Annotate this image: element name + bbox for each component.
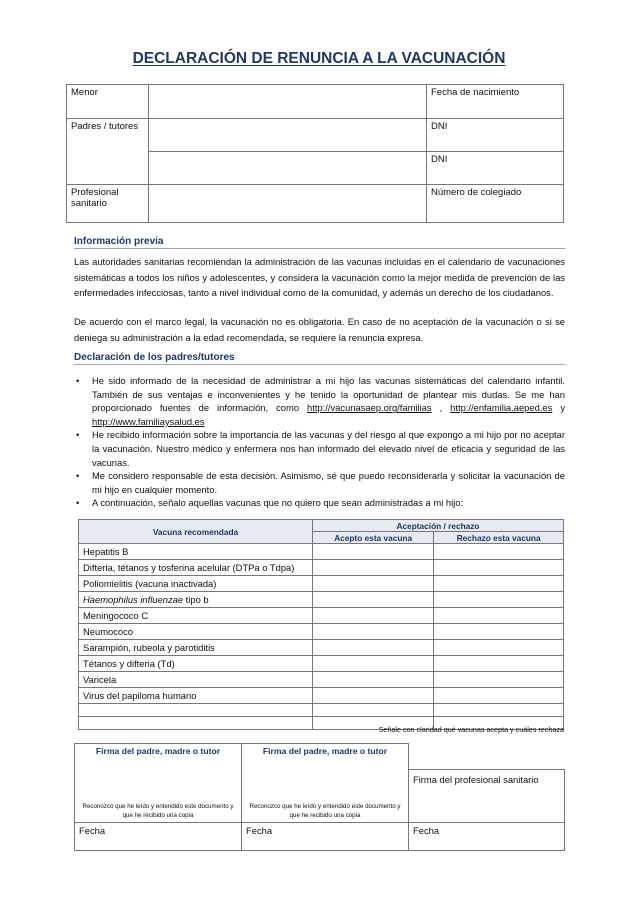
info-previa-p2: De acuerdo con el marco legal, la vacunación no es obligatoria. En caso de no aceptación de la vacunación o si se deniega su administración a la edad recomendada, se requiere la renuncia expresa. xyxy=(74,316,565,343)
fecha2-label[interactable]: Fecha xyxy=(242,823,409,851)
acepto-cell[interactable] xyxy=(313,560,434,576)
acepto-cell[interactable] xyxy=(313,592,434,608)
acepto-cell[interactable] xyxy=(313,576,434,592)
vaccine-note: Señale con claridad qué vacunas acepta y cuáles rechaza xyxy=(378,725,564,734)
rechazo-cell[interactable] xyxy=(434,592,564,608)
vaccine-name: Virus del papiloma humano xyxy=(79,688,313,704)
acepto-cell[interactable] xyxy=(313,544,434,560)
b1-and: y xyxy=(560,402,565,414)
col-acepto-header: Acepto esta vacuna xyxy=(313,532,434,544)
col-group-header: Aceptación / rechazo xyxy=(313,520,564,532)
rechazo-cell[interactable] xyxy=(434,640,564,656)
vaccine-name-blank[interactable] xyxy=(79,704,313,717)
fecha3-label[interactable]: Fecha xyxy=(409,823,565,851)
vaccine-name: Difteria, tétanos y tosferina acelular (DTPa o Tdpa) xyxy=(79,560,313,576)
list-item xyxy=(74,496,565,510)
colegiado-label: Número de colegiado xyxy=(427,185,564,223)
table-row xyxy=(79,624,564,640)
rechazo-cell[interactable] xyxy=(434,544,564,560)
vaccine-name: Tétanos y difteria (Td) xyxy=(79,656,313,672)
b2-text: He recibido información sobre la importancia de las vacunas y del riesgo al que expongo a mi hijo por no aceptar la vacunación. Nuestro médico y enfermera nos han informado del elevado nivel de eficacia y seguridad de las vacunas. xyxy=(92,429,565,468)
b1-sep: , xyxy=(439,402,443,414)
list-item xyxy=(74,374,565,428)
table-row xyxy=(79,704,564,717)
reconozco1-text[interactable]: Reconozco que he leído y entendido este documento y que he recibido una copia xyxy=(75,770,242,823)
firma2-label: Firma del padre, madre o tutor xyxy=(242,744,409,770)
acepto-cell[interactable] xyxy=(313,656,434,672)
profesional-label: Profesional sanitario xyxy=(67,185,149,223)
haemophilus-italic: Haemophilus influenzae xyxy=(83,594,184,605)
vaccine-name: Meningococo C xyxy=(79,608,313,624)
vaccine-name xyxy=(79,592,313,608)
link-familiaysalud[interactable]: http://www.familiaysalud.es xyxy=(92,415,205,427)
rechazo-cell[interactable] xyxy=(434,704,564,717)
signature-table xyxy=(74,743,565,851)
table-row xyxy=(79,608,564,624)
acepto-cell[interactable] xyxy=(313,608,434,624)
acepto-cell[interactable] xyxy=(313,672,434,688)
menor-label: Menor xyxy=(67,85,149,119)
vaccine-name: Hepatitis B xyxy=(79,544,313,560)
link-enfamilia[interactable]: http://enfamilia.aeped.es xyxy=(450,402,553,414)
fecha1-label[interactable]: Fecha xyxy=(75,823,242,851)
vaccine-name: Sarampión, rubeola y parotiditis xyxy=(79,640,313,656)
rechazo-cell[interactable] xyxy=(434,560,564,576)
bullet-icon: • xyxy=(76,375,80,386)
vaccine-table xyxy=(78,519,564,730)
vaccine-name: Neumococo xyxy=(79,624,313,640)
padre2-field[interactable] xyxy=(149,152,427,185)
bullet-icon: • xyxy=(76,497,80,509)
vaccine-name: Varicela xyxy=(79,672,313,688)
reconozco2-text[interactable]: Reconozco que he leído y entendido este documento y que he recibido una copia xyxy=(242,770,409,823)
link-vacunasaep[interactable]: http://vacunasaep.org/familias xyxy=(307,402,432,414)
rechazo-cell[interactable] xyxy=(434,672,564,688)
list-item xyxy=(74,469,565,496)
table-row xyxy=(79,656,564,672)
col-vacuna-header: Vacuna recomendada xyxy=(79,520,313,544)
identification-table xyxy=(66,84,564,223)
acepto-cell[interactable] xyxy=(313,624,434,640)
acepto-cell[interactable] xyxy=(313,640,434,656)
info-previa-p1: Las autoridades sanitarias recomiendan la administración de las vacunas incluidas en el calendario de vacunaciones sistemáticas a todos los niños y adolescentes, y considera la vacunación como la mejor medida de prevención de las enfermedades infecciosas, tanto a nivel individual como de la comunidad, y además un derecho de los ciudadanos. xyxy=(74,256,565,299)
firma-profesional-label[interactable]: Firma del profesional sanitario xyxy=(409,770,565,823)
col-rechazo-header: Rechazo esta vacuna xyxy=(434,532,564,544)
dni2-label: DNI xyxy=(427,152,564,185)
dni1-label: DNI xyxy=(427,119,564,152)
info-previa-heading: Información previa xyxy=(74,236,565,249)
bullet-icon: • xyxy=(76,429,80,441)
table-row xyxy=(79,576,564,592)
declaracion-list xyxy=(74,374,565,510)
acepto-cell[interactable] xyxy=(313,704,434,717)
table-row xyxy=(79,592,564,608)
table-row xyxy=(79,640,564,656)
rechazo-cell[interactable] xyxy=(434,624,564,640)
bullet-icon: • xyxy=(76,470,80,482)
document-title: DECLARACIÓN DE RENUNCIA A LA VACUNACIÓN xyxy=(132,50,506,67)
firma1-label: Firma del padre, madre o tutor xyxy=(75,744,242,770)
table-row xyxy=(79,560,564,576)
b4-text: A continuación, señalo aquellas vacunas que no quiero que sean administradas a mi hijo: xyxy=(92,497,464,509)
padre1-field[interactable] xyxy=(149,119,427,152)
fecha-nacimiento-label: Fecha de nacimiento xyxy=(427,85,564,119)
haemophilus-rest: tipo b xyxy=(183,594,209,605)
table-row xyxy=(79,544,564,560)
menor-field[interactable] xyxy=(149,85,427,119)
rechazo-cell[interactable] xyxy=(434,656,564,672)
table-row xyxy=(79,672,564,688)
b3-text: Me considero responsable de esta decisión. Asimismo, sé que puedo reconsiderarla y solicitar la vacunación de mi hijo en cualquier momento. xyxy=(92,470,565,495)
rechazo-cell[interactable] xyxy=(434,576,564,592)
acepto-cell[interactable] xyxy=(313,688,434,704)
list-item xyxy=(74,428,565,469)
vaccine-name: Poliomielitis (vacuna inactivada) xyxy=(79,576,313,592)
declaracion-heading: Declaración de los padres/tutores xyxy=(74,352,565,365)
b1-text: He sido informado de la necesidad de administrar a mi hijo las vacunas sistemáticas del calendario infantil. También de sus ventajas e inconvenientes y he tenido la oportunidad de plantear mis dudas. Se me han proporcionado fuentes de información, como xyxy=(92,375,565,414)
blank-cell xyxy=(409,744,565,770)
rechazo-cell[interactable] xyxy=(434,688,564,704)
rechazo-cell[interactable] xyxy=(434,608,564,624)
table-row xyxy=(79,688,564,704)
padres-label: Padres / tutores xyxy=(67,119,149,185)
profesional-field[interactable] xyxy=(149,185,427,223)
